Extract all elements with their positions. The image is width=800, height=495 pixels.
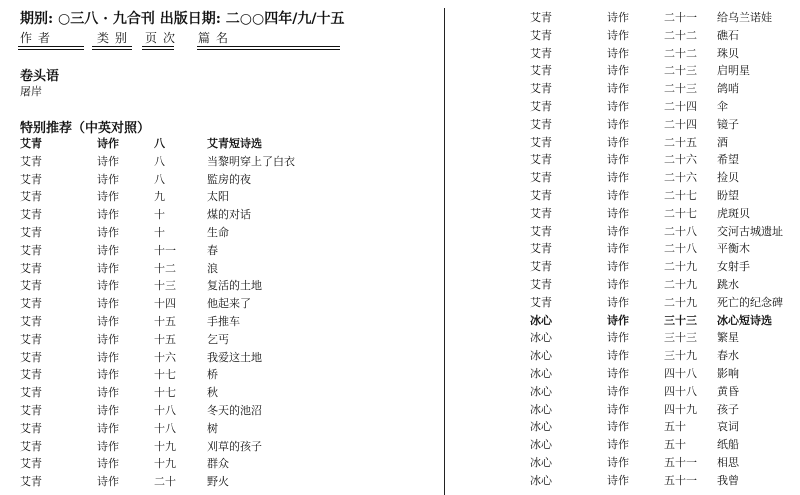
toc-page: 二十六: [664, 153, 697, 167]
toc-author: 艾青: [20, 208, 42, 222]
toc-title: 繁星: [717, 331, 739, 345]
toc-author: 冰心: [530, 402, 552, 416]
toc-row: [450, 311, 800, 329]
toc-title: 生命: [207, 225, 229, 239]
toc-author: 艾青: [20, 137, 42, 150]
toc-page: 二十六: [664, 171, 697, 185]
toc-author: 艾青: [530, 82, 552, 96]
toc-title: 捡贝: [717, 171, 739, 185]
toc-page: 三十九: [664, 349, 697, 363]
col-category-header: 类别: [97, 31, 134, 45]
toc-category: 诗作: [607, 46, 629, 60]
toc-row: [450, 44, 800, 62]
toc-page: 十六: [154, 350, 176, 364]
toc-page: 十一: [154, 243, 176, 257]
toc-title: 纸船: [717, 438, 739, 452]
left-toc-list: [0, 134, 440, 490]
toc-author: 冰心: [530, 438, 552, 452]
toc-author: 艾青: [20, 172, 42, 186]
toc-author: 艾青: [530, 260, 552, 274]
section-title-juantou: 卷头语: [20, 69, 60, 84]
toc-author: 冰心: [530, 313, 552, 327]
toc-author: 艾青: [530, 64, 552, 78]
toc-author: 艾青: [20, 439, 42, 453]
toc-title: 女射手: [717, 260, 750, 274]
toc-category: 诗作: [607, 402, 629, 416]
toc-author: 冰心: [530, 349, 552, 363]
toc-title: 我曾: [717, 473, 739, 487]
toc-title: 冬天的池沼: [207, 403, 262, 417]
toc-page: 二十三: [664, 82, 697, 96]
toc-row: [0, 330, 440, 348]
toc-category: 诗作: [607, 153, 629, 167]
header-rule: [197, 46, 340, 50]
toc-author: 艾青: [530, 11, 552, 24]
toc-row: [450, 364, 800, 382]
toc-author: 艾青: [20, 350, 42, 364]
toc-author: 冰心: [530, 455, 552, 469]
toc-page: 十九: [154, 457, 176, 471]
toc-row: [450, 222, 800, 240]
toc-row: [450, 26, 800, 44]
toc-page: 二十四: [664, 99, 697, 113]
toc-page: 十七: [154, 386, 176, 400]
toc-page: 二十二: [664, 28, 697, 42]
toc-page: 十八: [154, 421, 176, 435]
toc-author: 艾青: [20, 261, 42, 275]
column-divider: [444, 8, 445, 495]
toc-author: 艾青: [20, 457, 42, 471]
toc-page: 八: [154, 154, 165, 168]
toc-author: 艾青: [530, 206, 552, 220]
toc-row: [0, 472, 440, 490]
toc-category: 诗作: [607, 366, 629, 380]
toc-author: 艾青: [20, 332, 42, 346]
toc-category: 诗作: [607, 11, 629, 24]
section-title-special: 特别推荐（中英对照）: [20, 121, 151, 136]
toc-title: 群众: [207, 457, 229, 471]
toc-row: [450, 133, 800, 151]
toc-page: 五十一: [664, 455, 697, 469]
toc-row: [0, 152, 440, 170]
toc-title: 礁石: [717, 28, 739, 42]
toc-row: [450, 8, 800, 26]
toc-page: 二十四: [664, 117, 697, 131]
toc-title: 镜子: [717, 117, 739, 131]
toc-category: 诗作: [607, 331, 629, 345]
toc-page: 十七: [154, 368, 176, 382]
toc-author: 艾青: [530, 224, 552, 238]
toc-title: 虎斑贝: [717, 206, 750, 220]
toc-category: 诗作: [607, 313, 629, 327]
toc-page: 十二: [154, 261, 176, 275]
toc-row: [0, 383, 440, 401]
toc-title: 煤的对话: [207, 208, 251, 222]
toc-page: 二十七: [664, 188, 697, 202]
toc-author: 艾青: [530, 117, 552, 131]
toc-author: 艾青: [20, 243, 42, 257]
header-rule: [18, 46, 84, 50]
toc-category: 诗作: [97, 154, 119, 168]
toc-category: 诗作: [97, 172, 119, 186]
toc-author: 艾青: [530, 153, 552, 167]
toc-author: 艾青: [20, 154, 42, 168]
header-rule: [92, 46, 132, 50]
toc-category: 诗作: [97, 350, 119, 364]
toc-category: 诗作: [97, 208, 119, 222]
toc-category: 诗作: [97, 261, 119, 275]
toc-category: 诗作: [607, 295, 629, 309]
toc-category: 诗作: [607, 473, 629, 487]
toc-page: 十: [154, 208, 165, 222]
toc-title: 鸽哨: [717, 82, 739, 96]
toc-title: 哀词: [717, 420, 739, 434]
toc-category: 诗作: [607, 188, 629, 202]
toc-author: 冰心: [530, 331, 552, 345]
toc-row: [450, 97, 800, 115]
toc-title: 手推车: [207, 314, 240, 328]
toc-author: 艾青: [20, 386, 42, 400]
toc-page: 二十七: [664, 206, 697, 220]
toc-row: [450, 168, 800, 186]
toc-page: 四十八: [664, 366, 697, 380]
toc-page: 二十三: [664, 64, 697, 78]
toc-title: 希望: [717, 153, 739, 167]
toc-row: [0, 276, 440, 294]
toc-title: 相思: [717, 455, 739, 469]
toc-row: [0, 437, 440, 455]
toc-category: 诗作: [97, 475, 119, 489]
toc-page: 二十九: [664, 295, 697, 309]
toc-title: 死亡的纪念碑: [717, 295, 783, 309]
toc-category: 诗作: [607, 420, 629, 434]
toc-title: 树: [207, 421, 218, 435]
toc-category: 诗作: [97, 279, 119, 293]
toc-category: 诗作: [607, 349, 629, 363]
toc-page: 十八: [154, 403, 176, 417]
toc-page: 二十五: [664, 135, 697, 149]
toc-page: 二十八: [664, 242, 697, 256]
toc-title: 启明星: [717, 64, 750, 78]
col-title-header: 篇名: [198, 31, 235, 45]
toc-author: 艾青: [20, 421, 42, 435]
toc-row: [450, 471, 800, 489]
toc-author: 艾青: [530, 295, 552, 309]
toc-category: 诗作: [607, 224, 629, 238]
toc-category: 诗作: [607, 64, 629, 78]
toc-row: [450, 382, 800, 400]
toc-author: 艾青: [530, 99, 552, 113]
toc-row: [450, 150, 800, 168]
toc-category: 诗作: [97, 421, 119, 435]
toc-page: 二十一: [664, 11, 697, 24]
toc-title: 艾青短诗选: [207, 137, 262, 150]
toc-page: 十三: [154, 279, 176, 293]
toc-row: [450, 257, 800, 275]
toc-title: 平衡木: [717, 242, 750, 256]
toc-row: [0, 454, 440, 472]
toc-page: 五十: [664, 438, 686, 452]
toc-row: [450, 204, 800, 222]
toc-row: [450, 275, 800, 293]
toc-category: 诗作: [607, 99, 629, 113]
toc-row: [0, 401, 440, 419]
toc-row: [0, 365, 440, 383]
toc-page: 四十八: [664, 384, 697, 398]
toc-page: 三十三: [664, 313, 697, 327]
toc-title: 孩子: [717, 402, 739, 416]
toc-title: 影响: [717, 366, 739, 380]
toc-row: [450, 435, 800, 453]
toc-page: 十四: [154, 297, 176, 311]
toc-row: [450, 293, 800, 311]
toc-title: 刈草的孩子: [207, 439, 262, 453]
toc-row: [450, 239, 800, 257]
toc-row: [0, 259, 440, 277]
toc-category: 诗作: [97, 332, 119, 346]
toc-title: 盼望: [717, 188, 739, 202]
toc-title: 冰心短诗选: [717, 313, 772, 327]
toc-author: 冰心: [530, 420, 552, 434]
toc-page: 二十: [154, 475, 176, 489]
toc-author: 艾青: [20, 225, 42, 239]
toc-page: 二十二: [664, 46, 697, 60]
toc-title: 野火: [207, 475, 229, 489]
toc-category: 诗作: [97, 368, 119, 382]
toc-category: 诗作: [607, 455, 629, 469]
toc-title: 乞丐: [207, 332, 229, 346]
toc-category: 诗作: [607, 117, 629, 131]
toc-row: [450, 186, 800, 204]
toc-category: 诗作: [97, 439, 119, 453]
toc-category: 诗作: [97, 190, 119, 204]
toc-author: 艾青: [530, 46, 552, 60]
toc-author: 艾青: [530, 188, 552, 202]
toc-category: 诗作: [607, 242, 629, 256]
toc-row: [0, 348, 440, 366]
toc-title: 伞: [717, 99, 728, 113]
toc-page: 十九: [154, 439, 176, 453]
toc-page: 十五: [154, 314, 176, 328]
toc-category: 诗作: [97, 457, 119, 471]
toc-category: 诗作: [607, 82, 629, 96]
toc-title: 秋: [207, 386, 218, 400]
toc-category: 诗作: [97, 225, 119, 239]
toc-title: 黄昏: [717, 384, 739, 398]
toc-row: [450, 328, 800, 346]
toc-author: 艾青: [20, 279, 42, 293]
toc-title: 珠贝: [717, 46, 739, 60]
toc-page: 三十三: [664, 331, 697, 345]
toc-title: 交河古城遗址: [717, 224, 783, 238]
col-author-header: 作者: [20, 31, 57, 45]
toc-author: 艾青: [530, 242, 552, 256]
right-column: [450, 0, 800, 495]
toc-title: 跳水: [717, 277, 739, 291]
toc-author: 艾青: [20, 403, 42, 417]
toc-title: 他起来了: [207, 297, 251, 311]
toc-title: 桥: [207, 368, 218, 382]
toc-row: [450, 453, 800, 471]
toc-page: 四十九: [664, 402, 697, 416]
toc-page: 八: [154, 172, 165, 186]
toc-page: 二十九: [664, 277, 697, 291]
toc-row: [450, 417, 800, 435]
toc-category: 诗作: [97, 386, 119, 400]
toc-title: 春水: [717, 349, 739, 363]
header-rule: [142, 46, 174, 50]
toc-title: 我爱这土地: [207, 350, 262, 364]
section-author-juantou: 屠岸: [20, 85, 42, 98]
toc-author: 艾青: [20, 314, 42, 328]
toc-row: [450, 61, 800, 79]
toc-page: 八: [154, 137, 165, 150]
toc-category: 诗作: [607, 171, 629, 185]
toc-row: [0, 187, 440, 205]
toc-category: 诗作: [607, 438, 629, 452]
toc-page: 十: [154, 225, 165, 239]
toc-category: 诗作: [607, 384, 629, 398]
toc-row: [0, 170, 440, 188]
toc-category: 诗作: [97, 137, 119, 150]
toc-row: [0, 205, 440, 223]
col-page-header: 页次: [145, 31, 182, 45]
toc-category: 诗作: [97, 297, 119, 311]
toc-row: [0, 312, 440, 330]
toc-author: 艾青: [530, 171, 552, 185]
toc-title: 太阳: [207, 190, 229, 204]
toc-category: 诗作: [97, 243, 119, 257]
toc-row: [0, 134, 440, 152]
issue-line: 期别: ○三八 · 九合刊 出版日期: 二○○四年/九/十五: [20, 11, 345, 27]
toc-author: 艾青: [530, 135, 552, 149]
toc-row: [0, 223, 440, 241]
toc-row: [0, 294, 440, 312]
right-toc-list: [450, 8, 800, 489]
toc-author: 艾青: [20, 475, 42, 489]
toc-author: 艾青: [20, 368, 42, 382]
toc-row: [450, 346, 800, 364]
toc-page: 二十九: [664, 260, 697, 274]
toc-row: [0, 241, 440, 259]
toc-category: 诗作: [607, 135, 629, 149]
toc-title: 春: [207, 243, 218, 257]
toc-author: 冰心: [530, 384, 552, 398]
toc-category: 诗作: [97, 403, 119, 417]
toc-row: [450, 115, 800, 133]
toc-author: 艾青: [20, 190, 42, 204]
toc-page: 九: [154, 190, 165, 204]
toc-row: [450, 79, 800, 97]
toc-author: 冰心: [530, 366, 552, 380]
toc-author: 冰心: [530, 473, 552, 487]
toc-author: 艾青: [530, 277, 552, 291]
toc-page: 五十一: [664, 473, 697, 487]
toc-row: [0, 419, 440, 437]
toc-category: 诗作: [607, 260, 629, 274]
toc-category: 诗作: [607, 28, 629, 42]
toc-title: 浪: [207, 261, 218, 275]
toc-page: 十五: [154, 332, 176, 346]
toc-title: 監房的夜: [207, 172, 251, 186]
toc-title: 当黎明穿上了白衣: [207, 154, 295, 168]
toc-category: 诗作: [97, 314, 119, 328]
toc-category: 诗作: [607, 206, 629, 220]
toc-title: 给乌兰诺娃: [717, 11, 772, 24]
toc-title: 复活的土地: [207, 279, 262, 293]
toc-author: 艾青: [20, 297, 42, 311]
toc-row: [450, 400, 800, 418]
toc-category: 诗作: [607, 277, 629, 291]
toc-page: 二十八: [664, 224, 697, 238]
toc-author: 艾青: [530, 28, 552, 42]
toc-title: 酒: [717, 135, 728, 149]
toc-page: 五十: [664, 420, 686, 434]
